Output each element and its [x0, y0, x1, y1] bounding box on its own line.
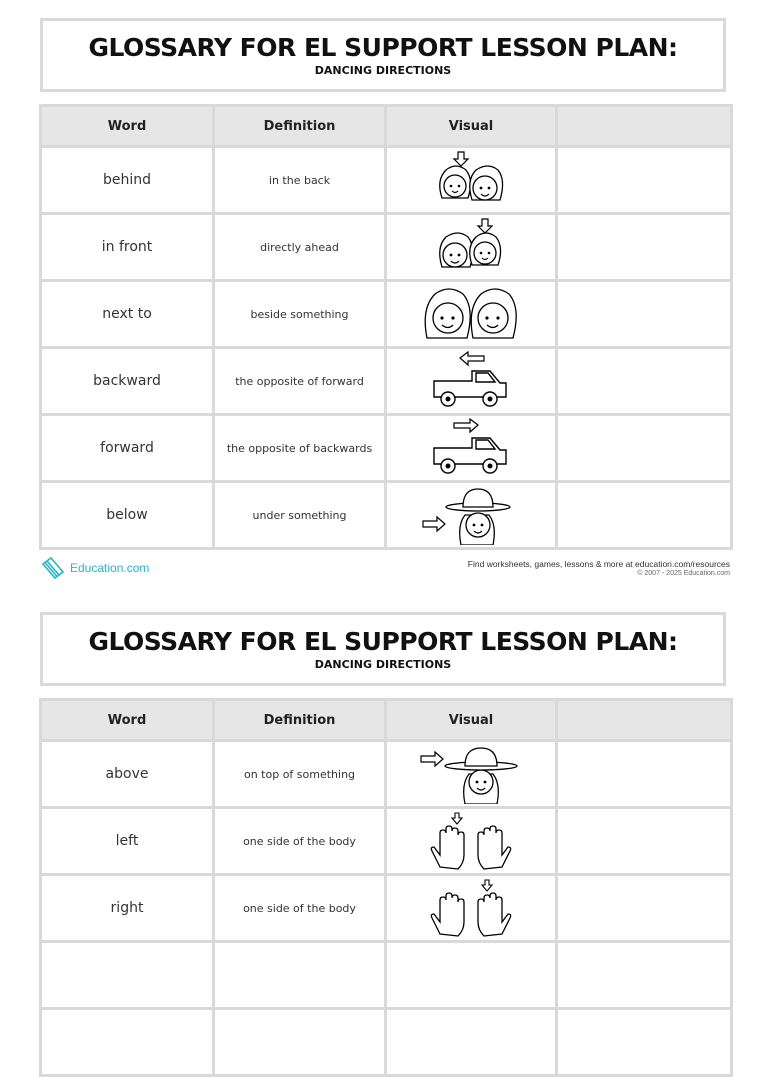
blank-cell [558, 148, 730, 212]
word-cell [42, 943, 212, 1007]
table-row [42, 282, 730, 346]
blank-cell [558, 876, 730, 940]
hands-arrow-left-icon [426, 811, 516, 871]
definition-cell: under something [215, 483, 384, 547]
definition-cell: one side of the body [215, 809, 384, 873]
page2-subtitle: DANCING DIRECTIONS [314, 658, 452, 671]
word-cell: above [42, 742, 212, 806]
blank-cell [558, 1010, 730, 1074]
table-row [42, 483, 730, 547]
table-row [42, 876, 730, 940]
header-word: Word [42, 701, 212, 739]
definition-cell [215, 1010, 384, 1074]
page1-title: GLOSSARY FOR EL SUPPORT LESSON PLAN: [88, 33, 678, 62]
truck-arrow-left-icon [426, 351, 516, 411]
blank-cell [558, 943, 730, 1007]
header-blank [558, 107, 730, 145]
education-logo[interactable] [40, 556, 149, 580]
word-cell: forward [42, 416, 212, 480]
blank-cell [558, 742, 730, 806]
page-footer [0, 552, 768, 586]
two-girls-arrow-left-icon [426, 150, 516, 210]
header-visual: Visual [387, 107, 555, 145]
footer-resources-link[interactable]: Find worksheets, games, lessons & more at education.com/resources [467, 559, 730, 569]
blank-cell [558, 349, 730, 413]
definition-cell: beside something [215, 282, 384, 346]
header-blank [558, 701, 730, 739]
table-header-row [42, 701, 730, 739]
word-cell: behind [42, 148, 212, 212]
definition-cell: the opposite of backwards [215, 416, 384, 480]
table-row [42, 742, 730, 806]
table-row [42, 148, 730, 212]
definition-cell: directly ahead [215, 215, 384, 279]
blank-cell [558, 416, 730, 480]
page2-glossary-table [39, 698, 733, 1077]
page2-title-box [40, 612, 726, 686]
page1-subtitle: DANCING DIRECTIONS [314, 64, 452, 77]
truck-arrow-right-icon [426, 418, 516, 478]
page2-title: GLOSSARY FOR EL SUPPORT LESSON PLAN: [88, 627, 678, 656]
word-cell: next to [42, 282, 212, 346]
header-definition: Definition [215, 107, 384, 145]
footer-copyright: © 2007 - 2025 Education.com [637, 570, 730, 577]
table-row [42, 809, 730, 873]
definition-cell: on top of something [215, 742, 384, 806]
two-girls-arrow-right-icon [426, 217, 516, 277]
table-row [42, 349, 730, 413]
definition-cell: the opposite of forward [215, 349, 384, 413]
word-cell: below [42, 483, 212, 547]
table-header-row [42, 107, 730, 145]
visual-cell [387, 943, 555, 1007]
girl-hat-arrow-below-icon [421, 485, 521, 545]
blank-cell [558, 282, 730, 346]
pencil-logo-icon [40, 556, 66, 580]
definition-cell: one side of the body [215, 876, 384, 940]
definition-cell: in the back [215, 148, 384, 212]
word-cell: left [42, 809, 212, 873]
table-row [42, 943, 730, 1007]
word-cell [42, 1010, 212, 1074]
header-visual: Visual [387, 701, 555, 739]
page1-title-box [40, 18, 726, 92]
visual-cell [387, 1010, 555, 1074]
blank-cell [558, 809, 730, 873]
girl-hat-arrow-above-icon [419, 744, 523, 804]
header-word: Word [42, 107, 212, 145]
blank-cell [558, 483, 730, 547]
table-row [42, 1010, 730, 1074]
page1-glossary-table [39, 104, 733, 550]
blank-cell [558, 215, 730, 279]
header-definition: Definition [215, 701, 384, 739]
table-row [42, 416, 730, 480]
footer-right [468, 559, 730, 577]
hands-arrow-right-icon [426, 878, 516, 938]
logo-text: Education.com [70, 561, 150, 575]
word-cell: in front [42, 215, 212, 279]
table-row [42, 215, 730, 279]
word-cell: right [42, 876, 212, 940]
word-cell: backward [42, 349, 212, 413]
two-girls-side-by-side-icon [421, 284, 521, 344]
definition-cell [215, 943, 384, 1007]
